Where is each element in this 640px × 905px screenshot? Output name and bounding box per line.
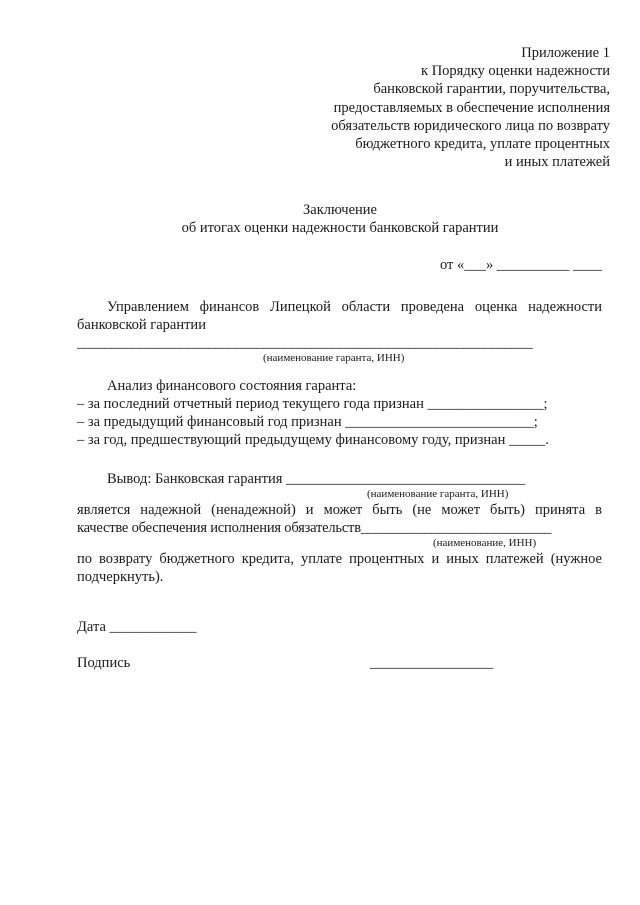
guarantor-blank: __________________________________________________________________ — [77, 335, 533, 351]
guarantor-caption: (наименование гаранта, ИНН) — [263, 352, 405, 364]
title-line: Заключение — [303, 202, 377, 218]
signature-blank: _________________ — [370, 655, 494, 671]
document-date-line: от «___» __________ ____ — [439, 257, 602, 273]
analysis-heading: Анализ финансового состояния гаранта: — [107, 378, 357, 394]
appendix-line: и иных платежей — [504, 154, 610, 171]
analysis-item: – за предыдущий финансовый год признан __________________________; — [77, 414, 538, 430]
appendix-line: предоставляемых в обеспечение исполнения — [333, 99, 610, 116]
appendix-line: бюджетного кредита, уплате процентных — [355, 136, 610, 153]
conclusion-line: качестве обеспечения исполнения обязательств___________________________ — [77, 520, 552, 536]
conclusion-line: по возврату бюджетного кредита, уплате процентных и иных платежей (нужное — [77, 551, 602, 567]
appendix-line: обязательств юридического лица по возврату — [331, 117, 610, 134]
intro-line: Управлением финансов Липецкой области проведена оценка надежности — [107, 299, 602, 315]
signature-field — [77, 654, 602, 672]
date-label: Дата — [77, 619, 106, 635]
document-body — [77, 298, 602, 672]
document-title — [0, 202, 640, 237]
intro-line: банковской гарантии — [77, 317, 206, 333]
obligation-caption: (наименование, ИНН) — [433, 537, 537, 549]
date-field — [77, 618, 602, 636]
conclusion-line: является надежной (ненадежной) и может быть (не может быть) принята в — [77, 502, 602, 518]
title-subline: об итогах оценки надежности банковской гарантии — [181, 219, 499, 236]
analysis-item: – за последний отчетный период текущего года признан ________________; — [77, 396, 548, 412]
appendix-line: к Порядку оценки надежности — [421, 63, 610, 80]
appendix-header — [331, 44, 610, 171]
conclusion-caption: (наименование гаранта, ИНН) — [367, 488, 509, 500]
signature-label: Подпись — [77, 655, 131, 671]
appendix-line: Приложение 1 — [521, 45, 610, 61]
conclusion-lead: Вывод: Банковская гарантия _________________________________ — [107, 471, 526, 487]
appendix-line: банковской гарантии, поручительства, — [373, 81, 610, 98]
conclusion-line: подчеркнуть). — [77, 569, 164, 585]
date-blank: ____________ — [109, 619, 197, 635]
analysis-item: – за год, предшествующий предыдущему финансовому году, признан _____. — [77, 432, 549, 448]
